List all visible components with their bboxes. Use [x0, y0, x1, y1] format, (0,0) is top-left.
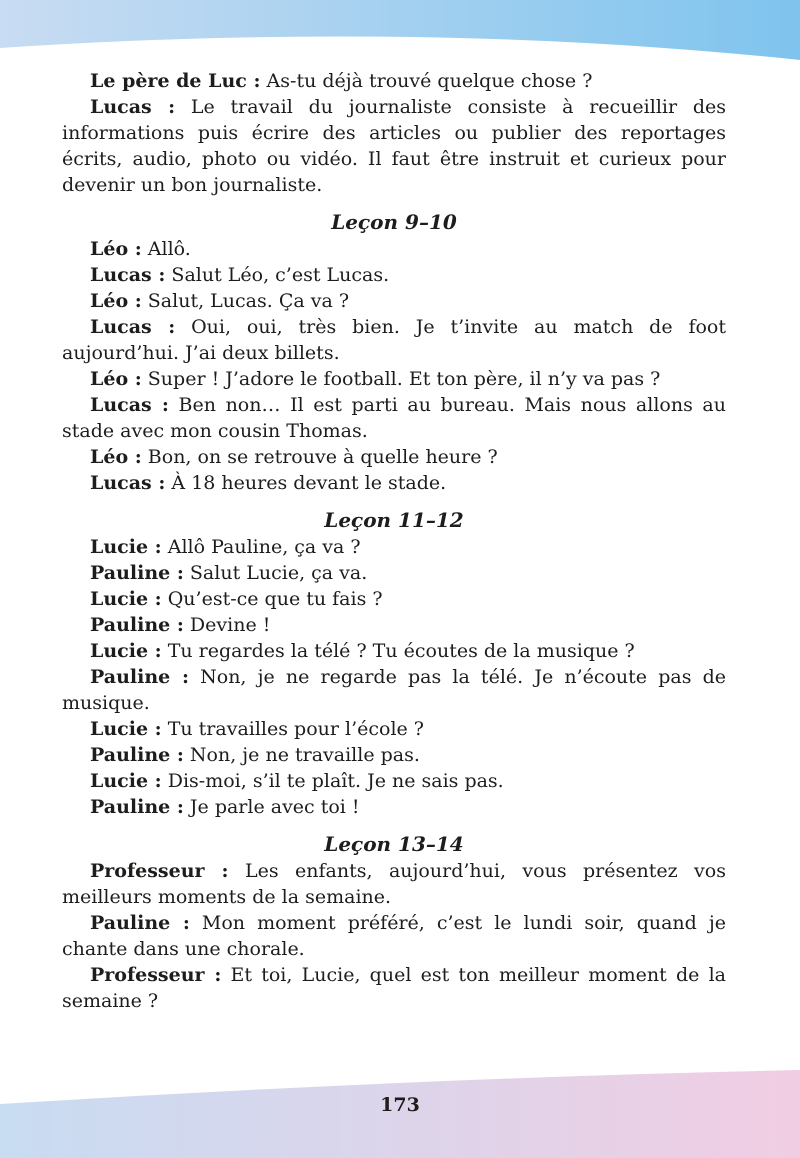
- top-band-shape: [0, 0, 800, 60]
- dialogue-line: [62, 262, 726, 288]
- speech-text: Le travail du journaliste consiste à recueillir des informations puis écrire des articles ou publier des reportages écrits, audio, photo ou vidéo. Il faut être instruit et curieux pour devenir un bon journaliste.: [62, 96, 726, 196]
- speaker-name: Lucie :: [90, 718, 162, 740]
- speech-text: Oui, oui, très bien. Je t’invite au match de foot aujourd’hui. J’ai deux billets.: [62, 316, 726, 364]
- speaker-name: Lucie :: [90, 536, 162, 558]
- speaker-name: Pauline :: [90, 666, 189, 688]
- dialogue-line: [62, 586, 726, 612]
- dialogue-line: [62, 444, 726, 470]
- speech-text: Non, je ne regarde pas la télé. Je n’écoute pas de musique.: [62, 666, 726, 714]
- page-number: 173: [380, 1094, 420, 1116]
- speaker-name: Pauline :: [90, 562, 184, 584]
- speech-text: Dis-moi, s’il te plaît. Je ne sais pas.: [161, 770, 504, 792]
- dialogue-line: [62, 612, 726, 638]
- dialogue-line: [62, 858, 726, 910]
- speech-text: Mon moment préféré, c’est le lundi soir, quand je chante dans une chorale.: [62, 912, 726, 960]
- speech-text: Allô Pauline, ça va ?: [161, 536, 361, 558]
- speaker-name: Pauline :: [90, 796, 184, 818]
- lesson-heading: Leçon 11–12: [324, 508, 464, 532]
- dialogue-line: [62, 366, 726, 392]
- speech-text: Qu’est-ce que tu fais ?: [161, 588, 383, 610]
- dialogue-text: [62, 68, 726, 1014]
- top-decorative-band: [0, 0, 800, 64]
- dialogue-line: [62, 716, 726, 742]
- speech-text: Et toi, Lucie, quel est ton meilleur moment de la semaine ?: [62, 964, 726, 1012]
- speaker-name: Le père de Luc :: [90, 70, 261, 92]
- speech-text: Tu regardes la télé ? Tu écoutes de la musique ?: [161, 640, 635, 662]
- speaker-name: Professeur :: [90, 964, 222, 986]
- speech-text: Ben non… Il est parti au bureau. Mais nous allons au stade avec mon cousin Thomas.: [62, 394, 726, 442]
- speech-text: Salut Léo, c’est Lucas.: [165, 264, 390, 286]
- dialogue-line: [62, 910, 726, 962]
- speech-text: Super ! J’adore le football. Et ton père, il n’y va pas ?: [141, 368, 661, 390]
- speaker-name: Lucas :: [90, 316, 176, 338]
- speaker-name: Lucas :: [90, 96, 176, 118]
- lesson-heading: Leçon 13–14: [324, 832, 464, 856]
- speech-text: Allô.: [141, 238, 191, 260]
- speech-text: Salut Lucie, ça va.: [183, 562, 368, 584]
- dialogue-line: [62, 392, 726, 444]
- speaker-name: Pauline :: [90, 614, 184, 636]
- dialogue-line: [62, 236, 726, 262]
- speech-text: As-tu déjà trouvé quelque chose ?: [260, 70, 593, 92]
- speaker-name: Lucie :: [90, 588, 162, 610]
- speech-text: Bon, on se retrouve à quelle heure ?: [141, 446, 498, 468]
- dialogue-line: [62, 638, 726, 664]
- speaker-name: Pauline :: [90, 744, 184, 766]
- speech-text: Non, je ne travaille pas.: [183, 744, 420, 766]
- dialogue-line: [62, 68, 726, 94]
- dialogue-line: [62, 314, 726, 366]
- speaker-name: Lucas :: [90, 394, 169, 416]
- dialogue-line: [62, 768, 726, 794]
- speaker-name: Léo :: [90, 368, 142, 390]
- dialogue-line: [62, 470, 726, 496]
- dialogue-line: [62, 664, 726, 716]
- dialogue-line: [62, 94, 726, 198]
- speaker-name: Pauline :: [90, 912, 190, 934]
- speech-text: Je parle avec toi !: [183, 796, 360, 818]
- lesson-heading: Leçon 9–10: [331, 210, 457, 234]
- speaker-name: Professeur :: [90, 860, 229, 882]
- speaker-name: Lucie :: [90, 640, 162, 662]
- dialogue-line: [62, 534, 726, 560]
- speaker-name: Lucas :: [90, 264, 166, 286]
- speaker-name: Lucas :: [90, 472, 166, 494]
- speaker-name: Lucie :: [90, 770, 162, 792]
- dialogue-line: [62, 560, 726, 586]
- dialogue-line: [62, 742, 726, 768]
- speech-text: À 18 heures devant le stade.: [165, 472, 447, 494]
- speaker-name: Léo :: [90, 290, 142, 312]
- dialogue-line: [62, 794, 726, 820]
- speaker-name: Léo :: [90, 238, 142, 260]
- speech-text: Les enfants, aujourd’hui, vous présentez vos meilleurs moments de la semaine.: [62, 860, 726, 908]
- speech-text: Devine !: [183, 614, 271, 636]
- speaker-name: Léo :: [90, 446, 142, 468]
- speech-text: Salut, Lucas. Ça va ?: [141, 290, 350, 312]
- dialogue-line: [62, 962, 726, 1014]
- dialogue-line: [62, 288, 726, 314]
- speech-text: Tu travailles pour l’école ?: [161, 718, 424, 740]
